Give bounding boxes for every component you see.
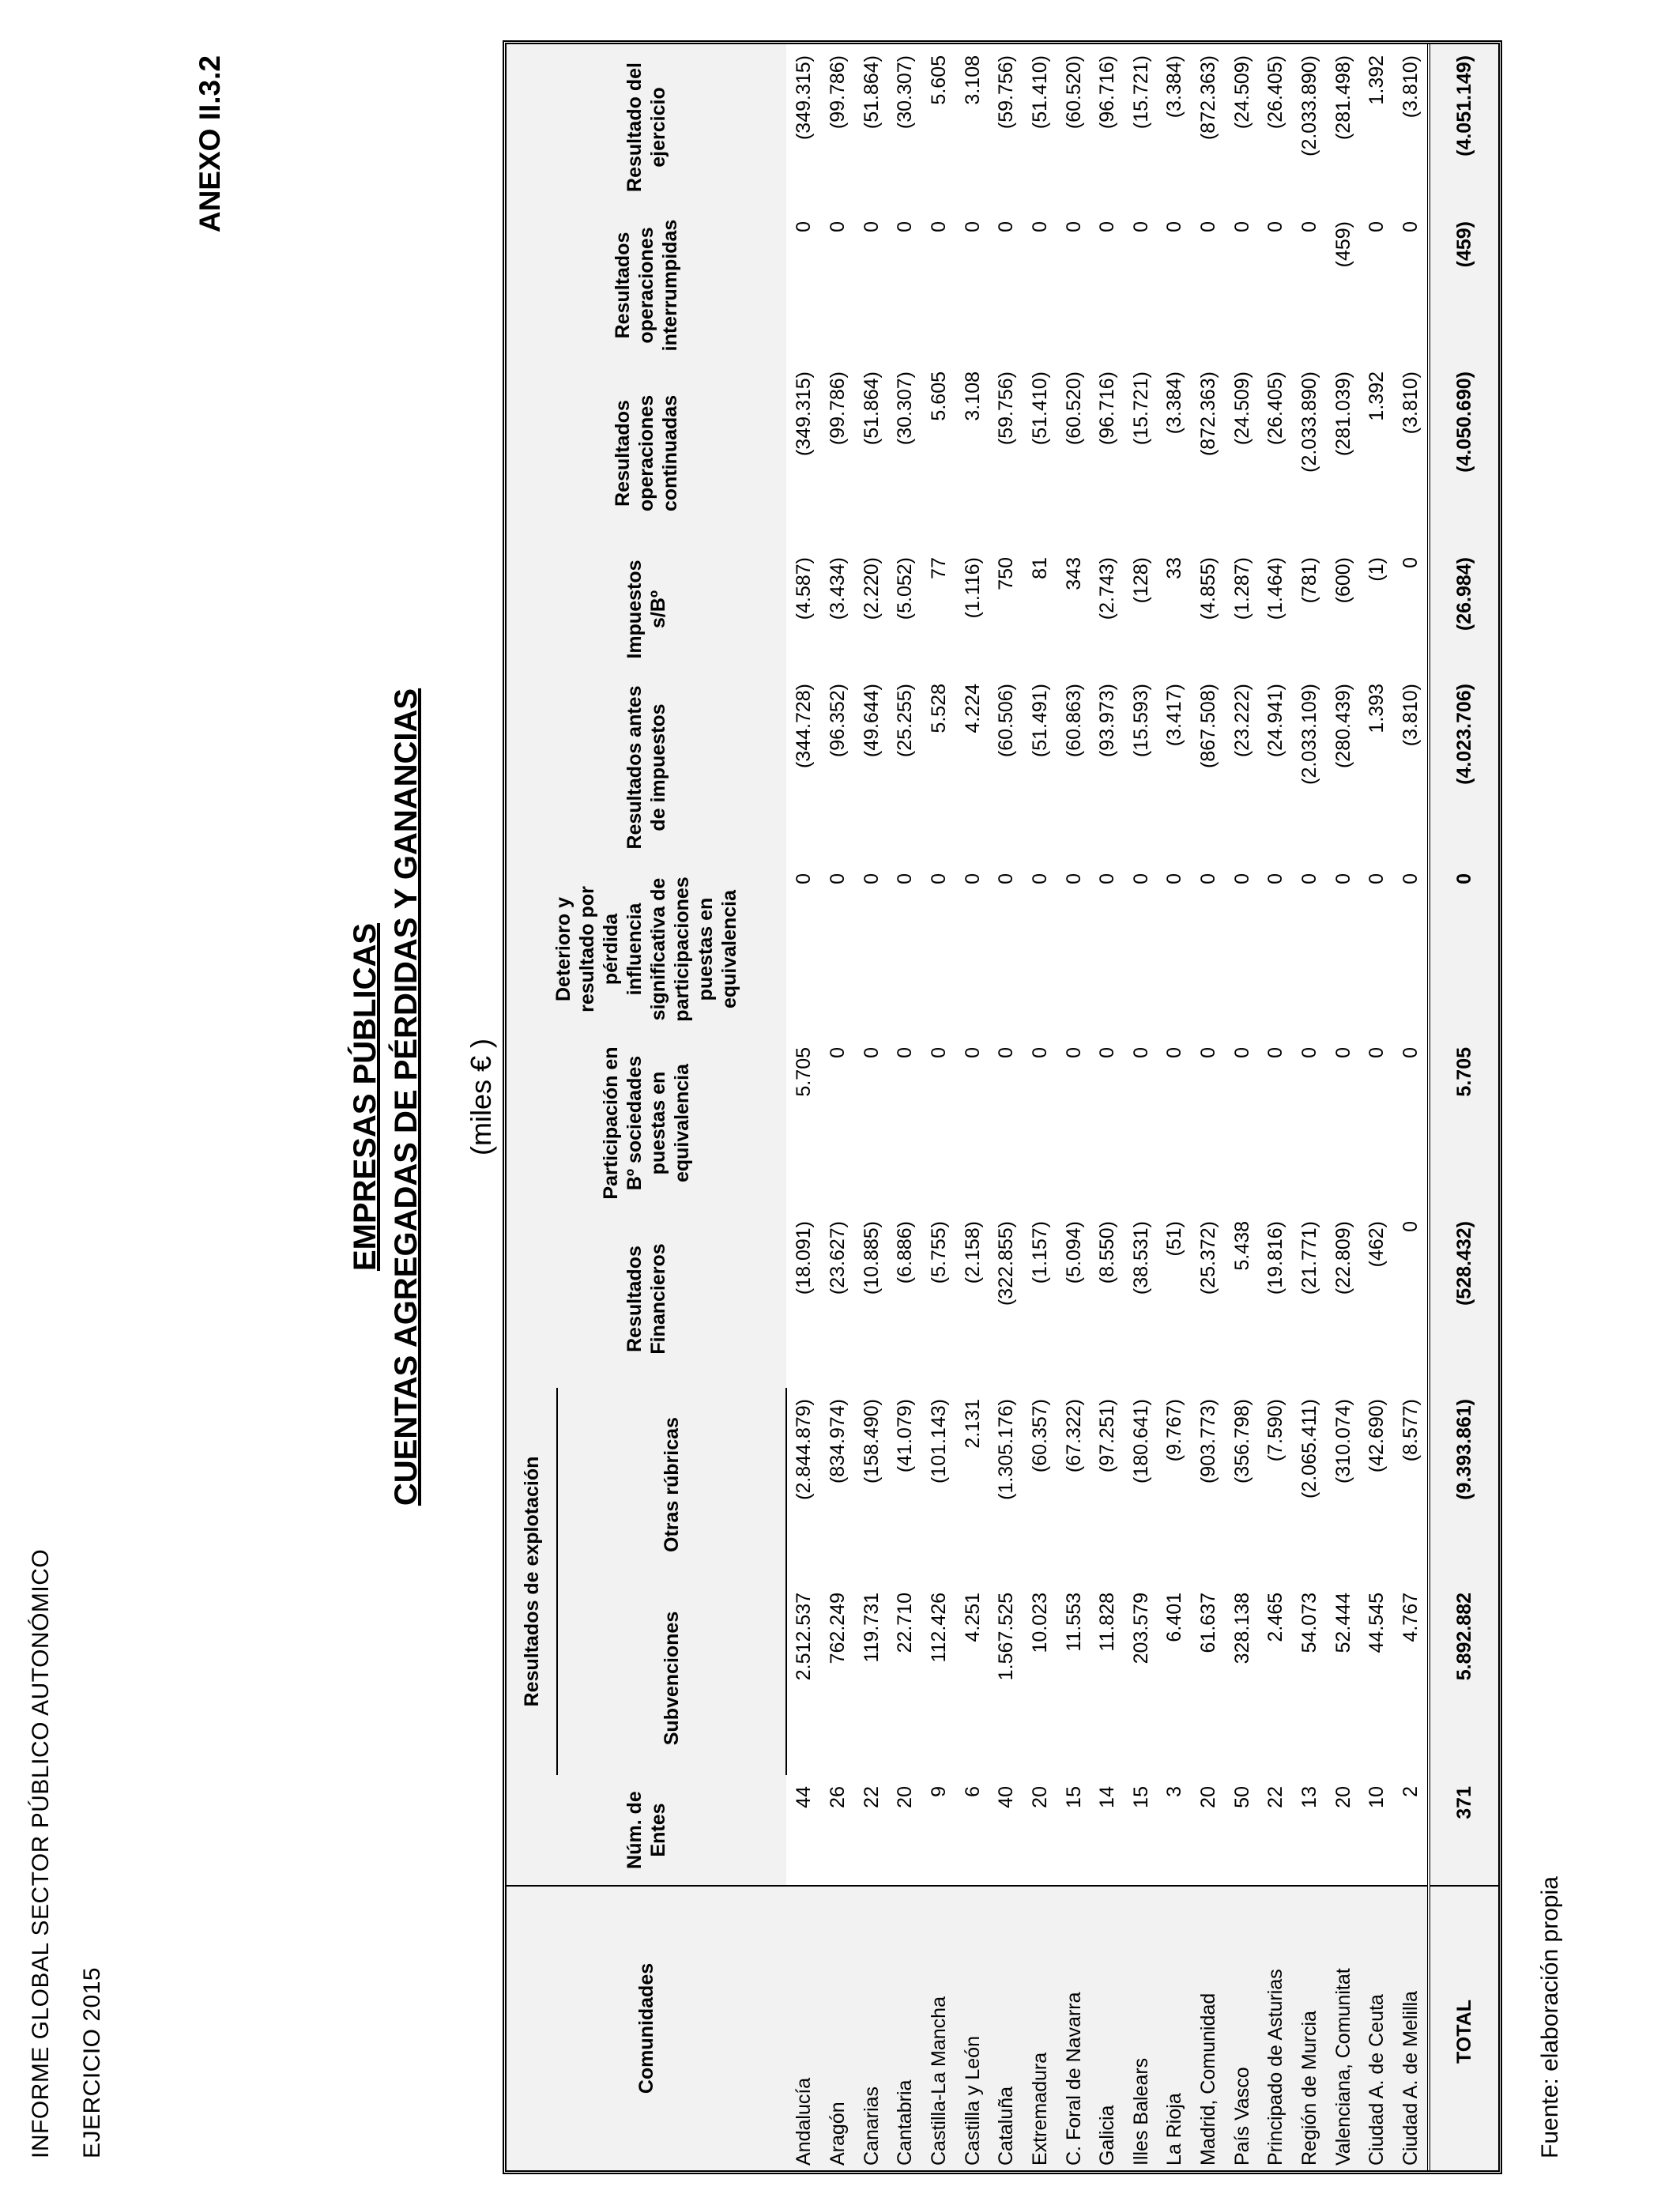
cell-antes-impuestos: (93.973)	[1090, 673, 1124, 862]
cell-otras-rubricas: (903.773)	[1192, 1388, 1226, 1581]
cell-subvenciones: 4.767	[1394, 1581, 1430, 1775]
cell-num-entes: 22	[854, 1775, 888, 1886]
cell-comunidad: Principado de Asturias	[1259, 1886, 1293, 2170]
total-antes-impuestos: (4.023.706)	[1429, 673, 1498, 862]
col-header-resultado: Resultado del ejercicio	[507, 44, 786, 210]
cell-interrumpidas: 0	[1293, 210, 1327, 360]
cell-participacion: 5.705	[786, 1036, 821, 1210]
cell-resultado: (59.756)	[989, 44, 1023, 210]
table-row	[955, 44, 989, 2170]
cell-resultado: 5.605	[922, 44, 956, 210]
cell-subvenciones: 61.637	[1192, 1581, 1226, 1775]
cell-resultado: (51.864)	[854, 44, 888, 210]
cell-subvenciones: 22.710	[888, 1581, 922, 1775]
cell-interrumpidas: 0	[989, 210, 1023, 360]
cell-otras-rubricas: (310.074)	[1326, 1388, 1360, 1581]
cell-deterioro: 0	[1259, 862, 1293, 1036]
table-row	[821, 44, 855, 2170]
cell-otras-rubricas: (2.844.879)	[786, 1388, 821, 1581]
cell-deterioro: 0	[1192, 862, 1226, 1036]
cell-comunidad: Castilla-La Mancha	[922, 1886, 956, 2170]
cell-continuadas: (99.786)	[821, 360, 855, 546]
cell-num-entes: 20	[888, 1775, 922, 1886]
cell-impuestos: (4.587)	[786, 546, 821, 673]
cell-resultado: (99.786)	[821, 44, 855, 210]
cell-otras-rubricas: (356.798)	[1225, 1388, 1259, 1581]
cell-deterioro: 0	[1225, 862, 1259, 1036]
cell-num-entes: 20	[1326, 1775, 1360, 1886]
cell-resultado: (3.384)	[1158, 44, 1192, 210]
cell-antes-impuestos: (280.439)	[1326, 673, 1360, 862]
cell-comunidad: Valenciana, Comunitat	[1326, 1886, 1360, 2170]
cell-resultado: (96.716)	[1090, 44, 1124, 210]
table-frame	[503, 40, 1502, 2174]
cell-financieros: (462)	[1360, 1210, 1394, 1388]
cell-otras-rubricas: (834.974)	[821, 1388, 855, 1581]
cell-deterioro: 0	[1090, 862, 1124, 1036]
cell-interrumpidas: 0	[1158, 210, 1192, 360]
cell-subvenciones: 52.444	[1326, 1581, 1360, 1775]
cell-participacion: 0	[1023, 1036, 1057, 1210]
cell-financieros: (38.531)	[1124, 1210, 1158, 1388]
cell-antes-impuestos: (60.863)	[1057, 673, 1090, 862]
cell-num-entes: 9	[922, 1775, 956, 1886]
cell-subvenciones: 112.426	[922, 1581, 956, 1775]
cell-otras-rubricas: 2.131	[955, 1388, 989, 1581]
cell-subvenciones: 1.567.525	[989, 1581, 1023, 1775]
cell-interrumpidas: 0	[1192, 210, 1226, 360]
table-row	[888, 44, 922, 2170]
cell-comunidad: Extremadura	[1023, 1886, 1057, 2170]
table-row	[1090, 44, 1124, 2170]
cell-deterioro: 0	[1057, 862, 1090, 1036]
cell-comunidad: Castilla y León	[955, 1886, 989, 2170]
cell-interrumpidas: 0	[854, 210, 888, 360]
total-num-entes: 371	[1429, 1775, 1498, 1886]
cell-antes-impuestos: (60.506)	[989, 673, 1023, 862]
cell-impuestos: (1)	[1360, 546, 1394, 673]
cell-interrumpidas: 0	[1394, 210, 1430, 360]
cell-impuestos: 0	[1394, 546, 1430, 673]
cell-comunidad: Andalucía	[786, 1886, 821, 2170]
cell-impuestos: (2.220)	[854, 546, 888, 673]
col-header-interrumpidas: Resultados operaciones interrumpidas	[507, 210, 786, 360]
cell-deterioro: 0	[1023, 862, 1057, 1036]
col-header-impuestos: Impuestos s/Bº	[507, 546, 786, 673]
cell-financieros: (10.885)	[854, 1210, 888, 1388]
cell-num-entes: 50	[1225, 1775, 1259, 1886]
cell-otras-rubricas: (60.357)	[1023, 1388, 1057, 1581]
table-row	[1158, 44, 1192, 2170]
cell-continuadas: (51.410)	[1023, 360, 1057, 546]
total-resultado: (4.051.149)	[1429, 44, 1498, 210]
cell-comunidad: Región de Murcia	[1293, 1886, 1327, 2170]
cell-impuestos: (3.434)	[821, 546, 855, 673]
cell-continuadas: (60.520)	[1057, 360, 1090, 546]
cell-subvenciones: 11.553	[1057, 1581, 1090, 1775]
cell-deterioro: 0	[1394, 862, 1430, 1036]
cell-participacion: 0	[821, 1036, 855, 1210]
cell-comunidad: Illes Balears	[1124, 1886, 1158, 2170]
cell-participacion: 0	[1090, 1036, 1124, 1210]
cell-subvenciones: 54.073	[1293, 1581, 1327, 1775]
cell-continuadas: (349.315)	[786, 360, 821, 546]
cell-participacion: 0	[1360, 1036, 1394, 1210]
cell-participacion: 0	[1192, 1036, 1226, 1210]
cell-comunidad: La Rioja	[1158, 1886, 1192, 2170]
cell-interrumpidas: 0	[821, 210, 855, 360]
cell-comunidad: País Vasco	[1225, 1886, 1259, 2170]
cell-deterioro: 0	[786, 862, 821, 1036]
cell-impuestos: 750	[989, 546, 1023, 673]
cell-participacion: 0	[888, 1036, 922, 1210]
cell-impuestos: (4.855)	[1192, 546, 1226, 673]
cell-resultado: (60.520)	[1057, 44, 1090, 210]
cell-comunidad: Ciudad A. de Melilla	[1394, 1886, 1430, 2170]
cell-antes-impuestos: 5.528	[922, 673, 956, 862]
cell-otras-rubricas: (2.065.411)	[1293, 1388, 1327, 1581]
cell-antes-impuestos: (49.644)	[854, 673, 888, 862]
cell-financieros: (21.771)	[1293, 1210, 1327, 1388]
cell-interrumpidas: 0	[1057, 210, 1090, 360]
cell-antes-impuestos: (344.728)	[786, 673, 821, 862]
cell-participacion: 0	[1259, 1036, 1293, 1210]
annex-label: ANEXO II.3.2	[194, 55, 226, 233]
cell-financieros: (51)	[1158, 1210, 1192, 1388]
cell-num-entes: 15	[1124, 1775, 1158, 1886]
cell-impuestos: 33	[1158, 546, 1192, 673]
table-row	[1394, 44, 1430, 2170]
cell-otras-rubricas: (1.305.176)	[989, 1388, 1023, 1581]
cell-participacion: 0	[1158, 1036, 1192, 1210]
cell-resultado: (51.410)	[1023, 44, 1057, 210]
table-row	[1192, 44, 1226, 2170]
cell-num-entes: 14	[1090, 1775, 1124, 1886]
cell-antes-impuestos: (24.941)	[1259, 673, 1293, 862]
cell-subvenciones: 762.249	[821, 1581, 855, 1775]
cell-impuestos: (1.464)	[1259, 546, 1293, 673]
cell-financieros: (22.809)	[1326, 1210, 1360, 1388]
cell-financieros: (19.816)	[1259, 1210, 1293, 1388]
cell-comunidad: Madrid, Comunidad	[1192, 1886, 1226, 2170]
cell-participacion: 0	[955, 1036, 989, 1210]
col-header-deterioro: Deterioro y resultado por pérdida influencia significativa de participaciones puestas en equivalencia	[507, 862, 786, 1036]
col-header-num-entes: Núm. de Entes	[507, 1775, 786, 1886]
cell-num-entes: 40	[989, 1775, 1023, 1886]
cell-num-entes: 20	[1023, 1775, 1057, 1886]
total-subvenciones: 5.892.882	[1429, 1581, 1498, 1775]
table-row	[1293, 44, 1327, 2170]
cell-interrumpidas: 0	[955, 210, 989, 360]
cell-deterioro: 0	[854, 862, 888, 1036]
cell-interrumpidas: 0	[888, 210, 922, 360]
cell-impuestos: (2.743)	[1090, 546, 1124, 673]
cell-interrumpidas: 0	[922, 210, 956, 360]
table-row	[854, 44, 888, 2170]
total-deterioro: 0	[1429, 862, 1498, 1036]
cell-continuadas: (872.363)	[1192, 360, 1226, 546]
cell-impuestos: 77	[922, 546, 956, 673]
cell-deterioro: 0	[888, 862, 922, 1036]
cell-comunidad: Cantabria	[888, 1886, 922, 2170]
cell-impuestos: (600)	[1326, 546, 1360, 673]
cell-otras-rubricas: (42.690)	[1360, 1388, 1394, 1581]
group-header-explotacion: Resultados de explotación	[507, 1388, 557, 1775]
cell-num-entes: 22	[1259, 1775, 1293, 1886]
cell-financieros: (18.091)	[786, 1210, 821, 1388]
cell-continuadas: (2.033.890)	[1293, 360, 1327, 546]
cell-deterioro: 0	[1158, 862, 1192, 1036]
cell-antes-impuestos: (15.593)	[1124, 673, 1158, 862]
cell-comunidad: Galicia	[1090, 1886, 1124, 2170]
cell-financieros: (25.372)	[1192, 1210, 1226, 1388]
cell-continuadas: (26.405)	[1259, 360, 1293, 546]
total-continuadas: (4.050.690)	[1429, 360, 1498, 546]
cell-antes-impuestos: (23.222)	[1225, 673, 1259, 862]
table-row	[1057, 44, 1090, 2170]
table-body	[786, 44, 1498, 2170]
cell-subvenciones: 4.251	[955, 1581, 989, 1775]
cell-participacion: 0	[989, 1036, 1023, 1210]
cell-otras-rubricas: (41.079)	[888, 1388, 922, 1581]
cell-otras-rubricas: (8.577)	[1394, 1388, 1430, 1581]
cell-antes-impuestos: (51.491)	[1023, 673, 1057, 862]
cell-comunidad: Canarias	[854, 1886, 888, 2170]
cell-num-entes: 13	[1293, 1775, 1327, 1886]
cell-antes-impuestos: 4.224	[955, 673, 989, 862]
source-note: Fuente: elaboración propia	[1537, 1876, 1563, 2158]
col-header-participacion: Participación en Bº sociedades puestas en equivalencia	[507, 1036, 786, 1210]
cell-subvenciones: 44.545	[1360, 1581, 1394, 1775]
cell-resultado: (2.033.890)	[1293, 44, 1327, 210]
total-row	[1429, 44, 1498, 2170]
cell-continuadas: 3.108	[955, 360, 989, 546]
table-subtitle: CUENTAS AGREGADAS DE PÉRDIDAS Y GANANCIAS	[389, 688, 424, 1506]
cell-financieros: 0	[1394, 1210, 1430, 1388]
cell-participacion: 0	[854, 1036, 888, 1210]
col-header-subvenciones: Subvenciones	[557, 1581, 786, 1775]
cell-participacion: 0	[922, 1036, 956, 1210]
cell-resultado: (872.363)	[1192, 44, 1226, 210]
cell-resultado: (15.721)	[1124, 44, 1158, 210]
cell-interrumpidas: (459)	[1326, 210, 1360, 360]
col-header-financieros: Resultados Financieros	[507, 1210, 786, 1388]
cell-participacion: 0	[1326, 1036, 1360, 1210]
cell-subvenciones: 2.465	[1259, 1581, 1293, 1775]
cell-financieros: (1.157)	[1023, 1210, 1057, 1388]
cell-deterioro: 0	[1326, 862, 1360, 1036]
cell-otras-rubricas: (67.322)	[1057, 1388, 1090, 1581]
cell-deterioro: 0	[922, 862, 956, 1036]
cell-financieros: 5.438	[1225, 1210, 1259, 1388]
table-row	[1023, 44, 1057, 2170]
cell-antes-impuestos: (96.352)	[821, 673, 855, 862]
cell-participacion: 0	[1225, 1036, 1259, 1210]
cell-continuadas: (15.721)	[1124, 360, 1158, 546]
cell-subvenciones: 328.138	[1225, 1581, 1259, 1775]
cell-impuestos: 81	[1023, 546, 1057, 673]
cell-deterioro: 0	[955, 862, 989, 1036]
cell-resultado: (349.315)	[786, 44, 821, 210]
cell-subvenciones: 6.401	[1158, 1581, 1192, 1775]
table-row	[989, 44, 1023, 2170]
report-year: EJERCICIO 2015	[79, 1966, 105, 2158]
cell-continuadas: (3.810)	[1394, 360, 1430, 546]
col-header-otras-rubricas: Otras rúbricas	[557, 1388, 786, 1581]
cell-comunidad: Cataluña	[989, 1886, 1023, 2170]
cell-impuestos: (1.287)	[1225, 546, 1259, 673]
cell-impuestos: 343	[1057, 546, 1090, 673]
col-header-comunidades: Comunidades	[507, 1886, 786, 2170]
cell-comunidad: C. Foral de Navarra	[1057, 1886, 1090, 2170]
cell-otras-rubricas: (180.641)	[1124, 1388, 1158, 1581]
cell-participacion: 0	[1293, 1036, 1327, 1210]
cell-num-entes: 15	[1057, 1775, 1090, 1886]
cell-deterioro: 0	[1124, 862, 1158, 1036]
cell-otras-rubricas: (9.767)	[1158, 1388, 1192, 1581]
cell-interrumpidas: 0	[1259, 210, 1293, 360]
cell-antes-impuestos: (25.255)	[888, 673, 922, 862]
cell-resultado: (26.405)	[1259, 44, 1293, 210]
cell-num-entes: 6	[955, 1775, 989, 1886]
table-row	[786, 44, 821, 2170]
cell-deterioro: 0	[821, 862, 855, 1036]
table-row	[1124, 44, 1158, 2170]
total-interrumpidas: (459)	[1429, 210, 1498, 360]
cell-deterioro: 0	[989, 862, 1023, 1036]
cell-financieros: (5.094)	[1057, 1210, 1090, 1388]
total-impuestos: (26.984)	[1429, 546, 1498, 673]
cell-interrumpidas: 0	[1090, 210, 1124, 360]
cell-financieros: (2.158)	[955, 1210, 989, 1388]
cell-impuestos: (128)	[1124, 546, 1158, 673]
pl-table	[507, 44, 1498, 2170]
cell-resultado: 1.392	[1360, 44, 1394, 210]
cell-num-entes: 2	[1394, 1775, 1430, 1886]
cell-resultado: (30.307)	[888, 44, 922, 210]
cell-deterioro: 0	[1360, 862, 1394, 1036]
col-header-antes-impuestos: Resultados antes de impuestos	[507, 673, 786, 862]
cell-subvenciones: 119.731	[854, 1581, 888, 1775]
cell-interrumpidas: 0	[1225, 210, 1259, 360]
cell-impuestos: (1.116)	[955, 546, 989, 673]
cell-financieros: (322.855)	[989, 1210, 1023, 1388]
table-row	[1225, 44, 1259, 2170]
cell-otras-rubricas: (7.590)	[1259, 1388, 1293, 1581]
cell-resultado: (24.509)	[1225, 44, 1259, 210]
cell-financieros: (23.627)	[821, 1210, 855, 1388]
cell-interrumpidas: 0	[786, 210, 821, 360]
table-units: (miles € )	[465, 1039, 497, 1156]
cell-financieros: (5.755)	[922, 1210, 956, 1388]
cell-participacion: 0	[1057, 1036, 1090, 1210]
cell-participacion: 0	[1124, 1036, 1158, 1210]
cell-continuadas: 5.605	[922, 360, 956, 546]
col-header-continuadas: Resultados operaciones continuadas	[507, 360, 786, 546]
cell-otras-rubricas: (101.143)	[922, 1388, 956, 1581]
cell-subvenciones: 2.512.537	[786, 1581, 821, 1775]
cell-impuestos: (781)	[1293, 546, 1327, 673]
cell-num-entes: 26	[821, 1775, 855, 1886]
cell-continuadas: (24.509)	[1225, 360, 1259, 546]
cell-antes-impuestos: (3.417)	[1158, 673, 1192, 862]
cell-continuadas: (59.756)	[989, 360, 1023, 546]
total-otras-rubricas: (9.393.861)	[1429, 1388, 1498, 1581]
cell-resultado: (3.810)	[1394, 44, 1430, 210]
cell-resultado: 3.108	[955, 44, 989, 210]
cell-antes-impuestos: (2.033.109)	[1293, 673, 1327, 862]
table-row	[1326, 44, 1360, 2170]
table-row	[1360, 44, 1394, 2170]
cell-otras-rubricas: (158.490)	[854, 1388, 888, 1581]
cell-interrumpidas: 0	[1124, 210, 1158, 360]
cell-interrumpidas: 0	[1360, 210, 1394, 360]
table-row	[922, 44, 956, 2170]
cell-continuadas: (3.384)	[1158, 360, 1192, 546]
total-participacion: 5.705	[1429, 1036, 1498, 1210]
cell-antes-impuestos: (3.810)	[1394, 673, 1430, 862]
cell-antes-impuestos: 1.393	[1360, 673, 1394, 862]
cell-continuadas: (281.039)	[1326, 360, 1360, 546]
total-financieros: (528.432)	[1429, 1210, 1498, 1388]
cell-participacion: 0	[1394, 1036, 1430, 1210]
cell-num-entes: 44	[786, 1775, 821, 1886]
cell-impuestos: (5.052)	[888, 546, 922, 673]
cell-subvenciones: 10.023	[1023, 1581, 1057, 1775]
cell-resultado: (281.498)	[1326, 44, 1360, 210]
cell-continuadas: (96.716)	[1090, 360, 1124, 546]
cell-num-entes: 10	[1360, 1775, 1394, 1886]
total-comunidad: TOTAL	[1429, 1886, 1498, 2170]
cell-subvenciones: 11.828	[1090, 1581, 1124, 1775]
cell-financieros: (6.886)	[888, 1210, 922, 1388]
table-title: EMPRESAS PÚBLICAS	[348, 922, 382, 1272]
cell-financieros: (8.550)	[1090, 1210, 1124, 1388]
cell-continuadas: (51.864)	[854, 360, 888, 546]
cell-antes-impuestos: (867.508)	[1192, 673, 1226, 862]
table-row	[1259, 44, 1293, 2170]
cell-num-entes: 3	[1158, 1775, 1192, 1886]
cell-continuadas: (30.307)	[888, 360, 922, 546]
cell-comunidad: Aragón	[821, 1886, 855, 2170]
cell-comunidad: Ciudad A. de Ceuta	[1360, 1886, 1394, 2170]
cell-num-entes: 20	[1192, 1775, 1226, 1886]
cell-deterioro: 0	[1293, 862, 1327, 1036]
cell-subvenciones: 203.579	[1124, 1581, 1158, 1775]
cell-otras-rubricas: (97.251)	[1090, 1388, 1124, 1581]
cell-interrumpidas: 0	[1023, 210, 1057, 360]
cell-continuadas: 1.392	[1360, 360, 1394, 546]
report-title: INFORME GLOBAL SECTOR PÚBLICO AUTONÓMICO	[28, 1548, 54, 2158]
